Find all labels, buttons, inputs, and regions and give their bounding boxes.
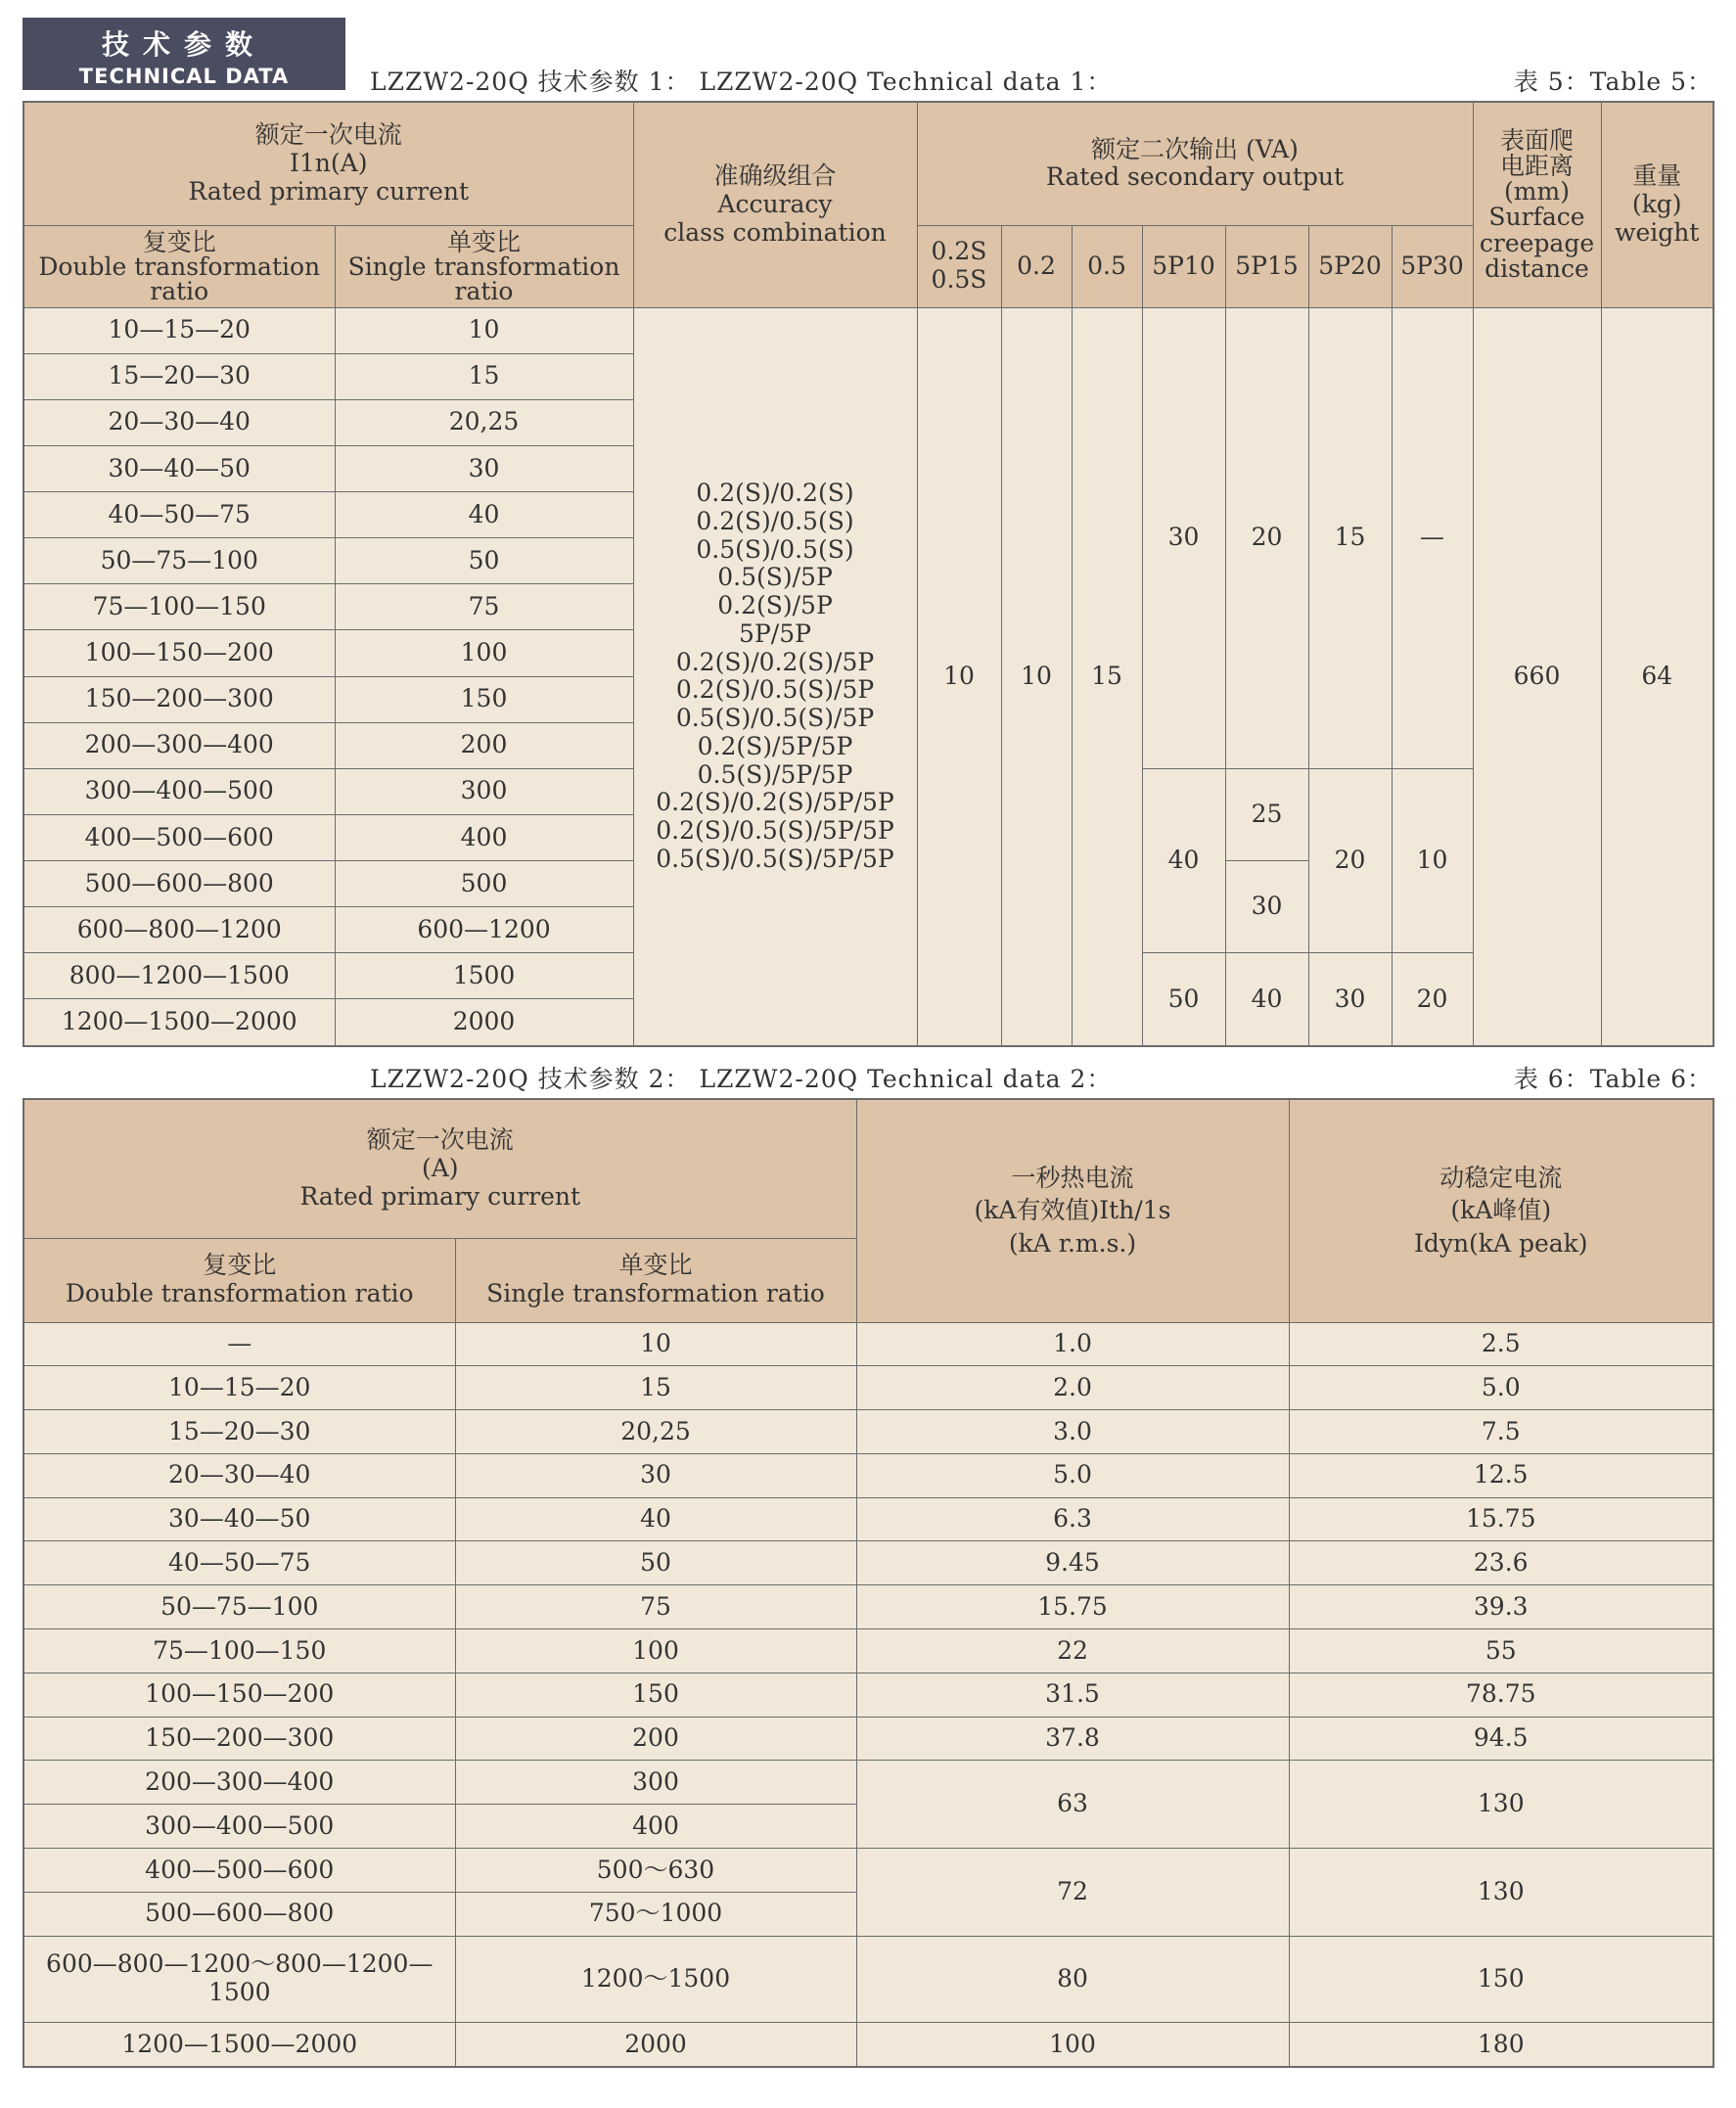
output-5p10-header: 5P10 — [1142, 225, 1225, 307]
table-row — [23, 1849, 1713, 1893]
dynamic-current-cell: 7.5 — [1289, 1410, 1713, 1454]
single-ratio-cell: 150 — [335, 676, 633, 722]
double-ratio-cell: 150—200—300 — [23, 1717, 455, 1761]
single-ratio-header: 单变比 Single transformation ratio — [335, 225, 633, 307]
single-ratio-cell: 200 — [455, 1717, 856, 1761]
thermal-current-cell: 72 — [856, 1849, 1289, 1937]
technical-data-table-6 — [23, 1098, 1714, 2068]
double-ratio-cell: 20—30—40 — [23, 1453, 455, 1497]
dynamic-current-cell: 2.5 — [1289, 1322, 1713, 1366]
double-ratio-cell: 600—800—1200～800—1200—1500 — [23, 1936, 455, 2022]
table6-caption: LZZW2-20Q 技术参数 2： LZZW2-20Q Technical data 2： — [370, 1065, 1113, 1093]
table-row — [23, 1497, 1713, 1541]
single-ratio-cell: 2000 — [455, 2022, 856, 2067]
single-ratio-cell: 20,25 — [455, 1410, 856, 1454]
single-ratio-cell: 30 — [335, 445, 633, 491]
dynamic-current-cell: 12.5 — [1289, 1453, 1713, 1497]
double-ratio-cell: 50—75—100 — [23, 538, 335, 584]
single-ratio-cell: 1200～1500 — [455, 1936, 856, 2022]
thermal-current-cell: 15.75 — [856, 1585, 1289, 1629]
single-ratio-cell: 150 — [455, 1673, 856, 1717]
double-ratio-cell: 800—1200—1500 — [23, 953, 335, 999]
dynamic-current-cell: 130 — [1289, 1761, 1713, 1849]
thermal-current-cell: 2.0 — [856, 1366, 1289, 1410]
single-ratio-cell: 30 — [455, 1453, 856, 1497]
single-ratio-cell: 300 — [455, 1761, 856, 1805]
accuracy-combinations-cell: 0.2(S)/0.2(S) 0.2(S)/0.5(S) 0.5(S)/0.5(S) 0.5(S)/5P 0.2(S)/5P 5P/5P 0.2(S)/0.2(S)/5P 0.2(S)/0.5(S)/5P 0.5(S)/0.5(S)/5P 0.2(S)/5P/5P 0.5(S)/5P/5P 0.2(S)/0.2(S)/5P/5P 0.2(S)/0.5(S)/5P/5P 0.5(S)/0.5(S)/5P/5P — [633, 307, 917, 1046]
single-ratio-cell: 2000 — [335, 999, 633, 1046]
single-ratio-cell: 75 — [455, 1585, 856, 1629]
output-5p20-header: 5P20 — [1308, 225, 1392, 307]
single-ratio-cell: 200 — [335, 722, 633, 768]
dynamic-current-cell: 55 — [1289, 1629, 1713, 1673]
output-5p15-cell: 40 — [1225, 953, 1308, 1046]
thermal-current-cell: 80 — [856, 1936, 1289, 2022]
creepage-distance-cell: 660 — [1473, 307, 1601, 1046]
output-5p30-cell: — — [1392, 307, 1473, 768]
double-ratio-header: 复变比 Double transformation ratio — [23, 225, 335, 307]
double-ratio-cell: 1200—1500—2000 — [23, 2022, 455, 2067]
dynamic-current-cell: 15.75 — [1289, 1497, 1713, 1541]
dynamic-current-cell: 5.0 — [1289, 1366, 1713, 1410]
single-ratio-cell: 750～1000 — [455, 1892, 856, 1936]
technical-data-table-5 — [23, 101, 1714, 1047]
double-ratio-cell: 20—30—40 — [23, 399, 335, 445]
double-ratio-cell: 600—800—1200 — [23, 907, 335, 953]
double-ratio-cell: 30—40—50 — [23, 445, 335, 491]
single-ratio-cell: 15 — [455, 1366, 856, 1410]
weight-cell: 64 — [1601, 307, 1713, 1046]
double-ratio-cell: 50—75—100 — [23, 1585, 455, 1629]
dynamic-current-cell: 39.3 — [1289, 1585, 1713, 1629]
output-5p10-cell: 40 — [1142, 768, 1225, 953]
single-ratio-cell: 40 — [335, 492, 633, 538]
double-ratio-cell: 40—50—75 — [23, 1541, 455, 1585]
double-ratio-cell: 1200—1500—2000 — [23, 999, 335, 1046]
double-ratio-cell: 15—20—30 — [23, 1410, 455, 1454]
output-02-header: 0.2 — [1001, 225, 1072, 307]
single-ratio-cell: 10 — [335, 307, 633, 353]
double-ratio-cell: 500—600—800 — [23, 1892, 455, 1936]
thermal-current-cell: 1.0 — [856, 1322, 1289, 1366]
output-05-header: 0.5 — [1072, 225, 1142, 307]
thermal-current-header: 一秒热电流 (kA有效值)Ith/1s (kA r.m.s.) — [856, 1099, 1289, 1322]
rated-primary-current-header: 额定一次电流 I1n(A) Rated primary current — [23, 102, 633, 225]
output-5p20-cell: 20 — [1308, 768, 1392, 953]
double-ratio-cell: 75—100—150 — [23, 1629, 455, 1673]
single-ratio-cell: 500～630 — [455, 1849, 856, 1893]
thermal-current-cell: 3.0 — [856, 1410, 1289, 1454]
output-5p20-cell: 30 — [1308, 953, 1392, 1046]
table-row — [23, 1936, 1713, 2022]
double-ratio-cell: 40—50—75 — [23, 492, 335, 538]
double-ratio-cell: 500—600—800 — [23, 861, 335, 907]
single-ratio-cell: 400 — [335, 814, 633, 860]
surface-creepage-header: 表面爬 电距离 (mm) Surface creepage distance — [1473, 102, 1601, 307]
output-5p15-cell: 25 — [1225, 768, 1308, 860]
single-ratio-cell: 75 — [335, 584, 633, 630]
table-row — [23, 307, 1713, 353]
rated-primary-current-header: 额定一次电流 (A) Rated primary current — [23, 1099, 856, 1238]
output-5p15-cell: 30 — [1225, 861, 1308, 953]
thermal-current-cell: 6.3 — [856, 1497, 1289, 1541]
dynamic-current-cell: 180 — [1289, 2022, 1713, 2067]
table-row — [23, 1585, 1713, 1629]
output-5p30-cell: 10 — [1392, 768, 1473, 953]
double-ratio-cell: 300—400—500 — [23, 1805, 455, 1849]
double-ratio-header: 复变比 Double transformation ratio — [23, 1238, 455, 1322]
double-ratio-cell: 100—150—200 — [23, 630, 335, 676]
table5-number: 表 5：Table 5： — [1513, 68, 1713, 96]
table-row — [23, 1541, 1713, 1585]
double-ratio-cell: — — [23, 1322, 455, 1366]
thermal-current-cell: 37.8 — [856, 1717, 1289, 1761]
double-ratio-cell: 75—100—150 — [23, 584, 335, 630]
table-row — [23, 1629, 1713, 1673]
double-ratio-cell: 10—15—20 — [23, 1366, 455, 1410]
double-ratio-cell: 400—500—600 — [23, 814, 335, 860]
thermal-current-cell: 31.5 — [856, 1673, 1289, 1717]
single-ratio-cell: 100 — [335, 630, 633, 676]
badge-title-cn: 技术参数 — [101, 28, 266, 61]
output-5p10-cell: 50 — [1142, 953, 1225, 1046]
single-ratio-cell: 1500 — [335, 953, 633, 999]
output-5p30-cell: 20 — [1392, 953, 1473, 1046]
dynamic-current-cell: 78.75 — [1289, 1673, 1713, 1717]
output-02s-05s-cell: 10 — [917, 307, 1001, 1046]
double-ratio-cell: 200—300—400 — [23, 1761, 455, 1805]
table5-caption: LZZW2-20Q 技术参数 1： LZZW2-20Q Technical data 1： — [370, 68, 1113, 96]
rated-secondary-output-header: 额定二次输出 (VA) Rated secondary output — [917, 102, 1473, 225]
output-5p15-header: 5P15 — [1225, 225, 1308, 307]
output-5p20-cell: 15 — [1308, 307, 1392, 768]
thermal-current-cell: 22 — [856, 1629, 1289, 1673]
output-5p30-header: 5P30 — [1392, 225, 1473, 307]
single-ratio-cell: 50 — [335, 538, 633, 584]
output-5p10-cell: 30 — [1142, 307, 1225, 768]
dynamic-current-cell: 150 — [1289, 1936, 1713, 2022]
dynamic-current-cell: 94.5 — [1289, 1717, 1713, 1761]
badge-title-en: TECHNICAL DATA — [78, 65, 290, 88]
double-ratio-cell: 15—20—30 — [23, 353, 335, 399]
single-ratio-cell: 40 — [455, 1497, 856, 1541]
output-5p15-cell: 20 — [1225, 307, 1308, 768]
double-ratio-cell: 200—300—400 — [23, 722, 335, 768]
double-ratio-cell: 300—400—500 — [23, 768, 335, 814]
double-ratio-cell: 10—15—20 — [23, 307, 335, 353]
table-row — [23, 1761, 1713, 1805]
single-ratio-cell: 50 — [455, 1541, 856, 1585]
dynamic-current-cell: 130 — [1289, 1849, 1713, 1937]
table-row — [23, 1410, 1713, 1454]
single-ratio-cell: 600—1200 — [335, 907, 633, 953]
double-ratio-cell: 30—40—50 — [23, 1497, 455, 1541]
table-row — [23, 1673, 1713, 1717]
table-row — [23, 2022, 1713, 2067]
table-row — [23, 1717, 1713, 1761]
single-ratio-cell: 10 — [455, 1322, 856, 1366]
thermal-current-cell: 63 — [856, 1761, 1289, 1849]
dynamic-current-header: 动稳定电流 (kA峰值) Idyn(kA peak) — [1289, 1099, 1713, 1322]
output-02s-05s-header: 0.2S 0.5S — [917, 225, 1001, 307]
table-row — [23, 1322, 1713, 1366]
thermal-current-cell: 5.0 — [856, 1453, 1289, 1497]
accuracy-class-header: 准确级组合 Accuracy class combination — [633, 102, 917, 307]
weight-header: 重量 (kg) weight — [1601, 102, 1713, 307]
single-ratio-cell: 300 — [335, 768, 633, 814]
thermal-current-cell: 9.45 — [856, 1541, 1289, 1585]
output-02-cell: 10 — [1001, 307, 1072, 1046]
double-ratio-cell: 150—200—300 — [23, 676, 335, 722]
single-ratio-cell: 20,25 — [335, 399, 633, 445]
single-ratio-cell: 15 — [335, 353, 633, 399]
double-ratio-cell: 100—150—200 — [23, 1673, 455, 1717]
single-ratio-header: 单变比 Single transformation ratio — [455, 1238, 856, 1322]
table-row — [23, 1453, 1713, 1497]
technical-data-badge — [23, 18, 345, 90]
table-row — [23, 1366, 1713, 1410]
table6-number: 表 6：Table 6： — [1513, 1065, 1713, 1093]
output-05-cell: 15 — [1072, 307, 1142, 1046]
dynamic-current-cell: 23.6 — [1289, 1541, 1713, 1585]
single-ratio-cell: 400 — [455, 1805, 856, 1849]
double-ratio-cell: 400—500—600 — [23, 1849, 455, 1893]
thermal-current-cell: 100 — [856, 2022, 1289, 2067]
single-ratio-cell: 100 — [455, 1629, 856, 1673]
single-ratio-cell: 500 — [335, 861, 633, 907]
